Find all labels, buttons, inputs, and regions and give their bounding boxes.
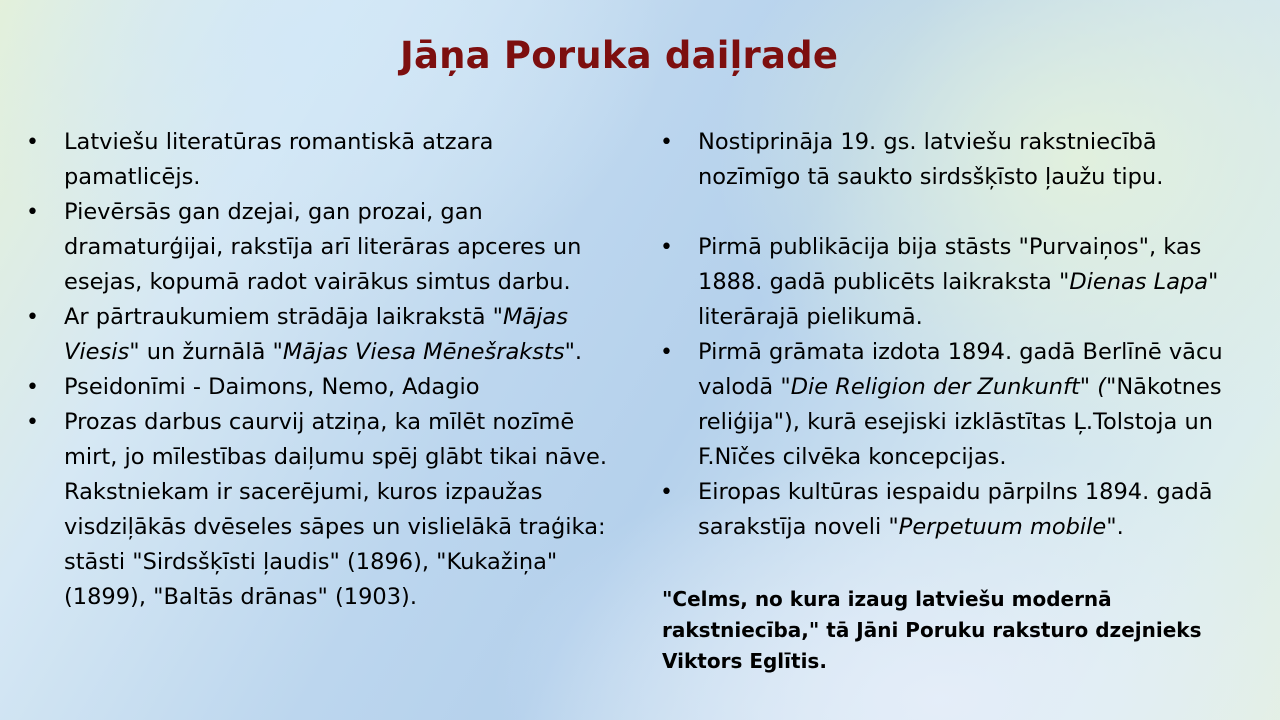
list-item: • Nostiprināja 19. gs. latviešu rakstniecībā nozīmīgo tā saukto sirdsšķīsto ļaužu tipu. (660, 125, 1250, 195)
list-item: • Ar pārtraukumiem strādāja laikrakstā "Mājas Viesis" un žurnālā "Mājas Viesa Mēnešraksts". (26, 300, 616, 370)
list-item: • Pirmā grāmata izdota 1894. gadā Berlīnē vācu valodā "Die Religion der Zunkunft" ("Nākotnes reliģija"), kurā esejiski izklāstītas Ļ.Tolstoja un F.Nīčes cilvēka koncepcijas. (660, 335, 1250, 475)
publication-name: "Dienas Lapa" (1058, 269, 1219, 295)
right-bullet-list (660, 125, 1250, 545)
left-column (26, 125, 616, 615)
list-item: • Prozas darbus caurvij atziņa, ka mīlēt nozīmē mirt, jo mīlestības daiļumu spēj glābt tikai nāve. Rakstniekam ir sacerējumi, kuros izpaužas visdziļākās dvēseles sāpes un vislielākā traģika: stāsti "Sirdsšķīsti ļaudis" (1896), "Kukažiņa" (1899), "Baltās drānas" (1903). (26, 405, 616, 615)
quote-text: "Celms, no kura izaug latviešu modernā rakstniecība," tā Jāni Poruku raksturo dzejnieks Viktors Eglītis. (662, 587, 1202, 673)
publication-name: Mājas Viesis (64, 304, 568, 365)
list-item: • Pseidonīmi - Daimons, Nemo, Adagio (26, 370, 616, 405)
list-item: • Eiropas kultūras iespaidu pārpilns 1894. gadā sarakstīja noveli "Perpetuum mobile". (660, 475, 1250, 545)
publication-name: Mājas Viesa Mēnešraksts (282, 339, 565, 365)
list-item: • Latviešu literatūras romantiskā atzara pamatlicējs. (26, 125, 616, 195)
right-column (660, 125, 1250, 545)
left-bullet-list (26, 125, 616, 615)
list-item: • Pirmā publikācija bija stāsts "Purvaiņos", kas 1888. gadā publicēts laikraksta "Dienas Lapa" literārajā pielikumā. (660, 230, 1250, 335)
slide-title: Jāņa Poruka daiļrade (400, 34, 839, 77)
novel-title: Perpetuum mobile (898, 514, 1107, 540)
book-title: Die Religion der Zunkunft" ( (790, 374, 1106, 400)
list-item: • Pievērsās gan dzejai, gan prozai, gan dramaturģijai, rakstīja arī literāras apceres un esejas, kopumā radot vairākus simtus darbu. (26, 195, 616, 300)
